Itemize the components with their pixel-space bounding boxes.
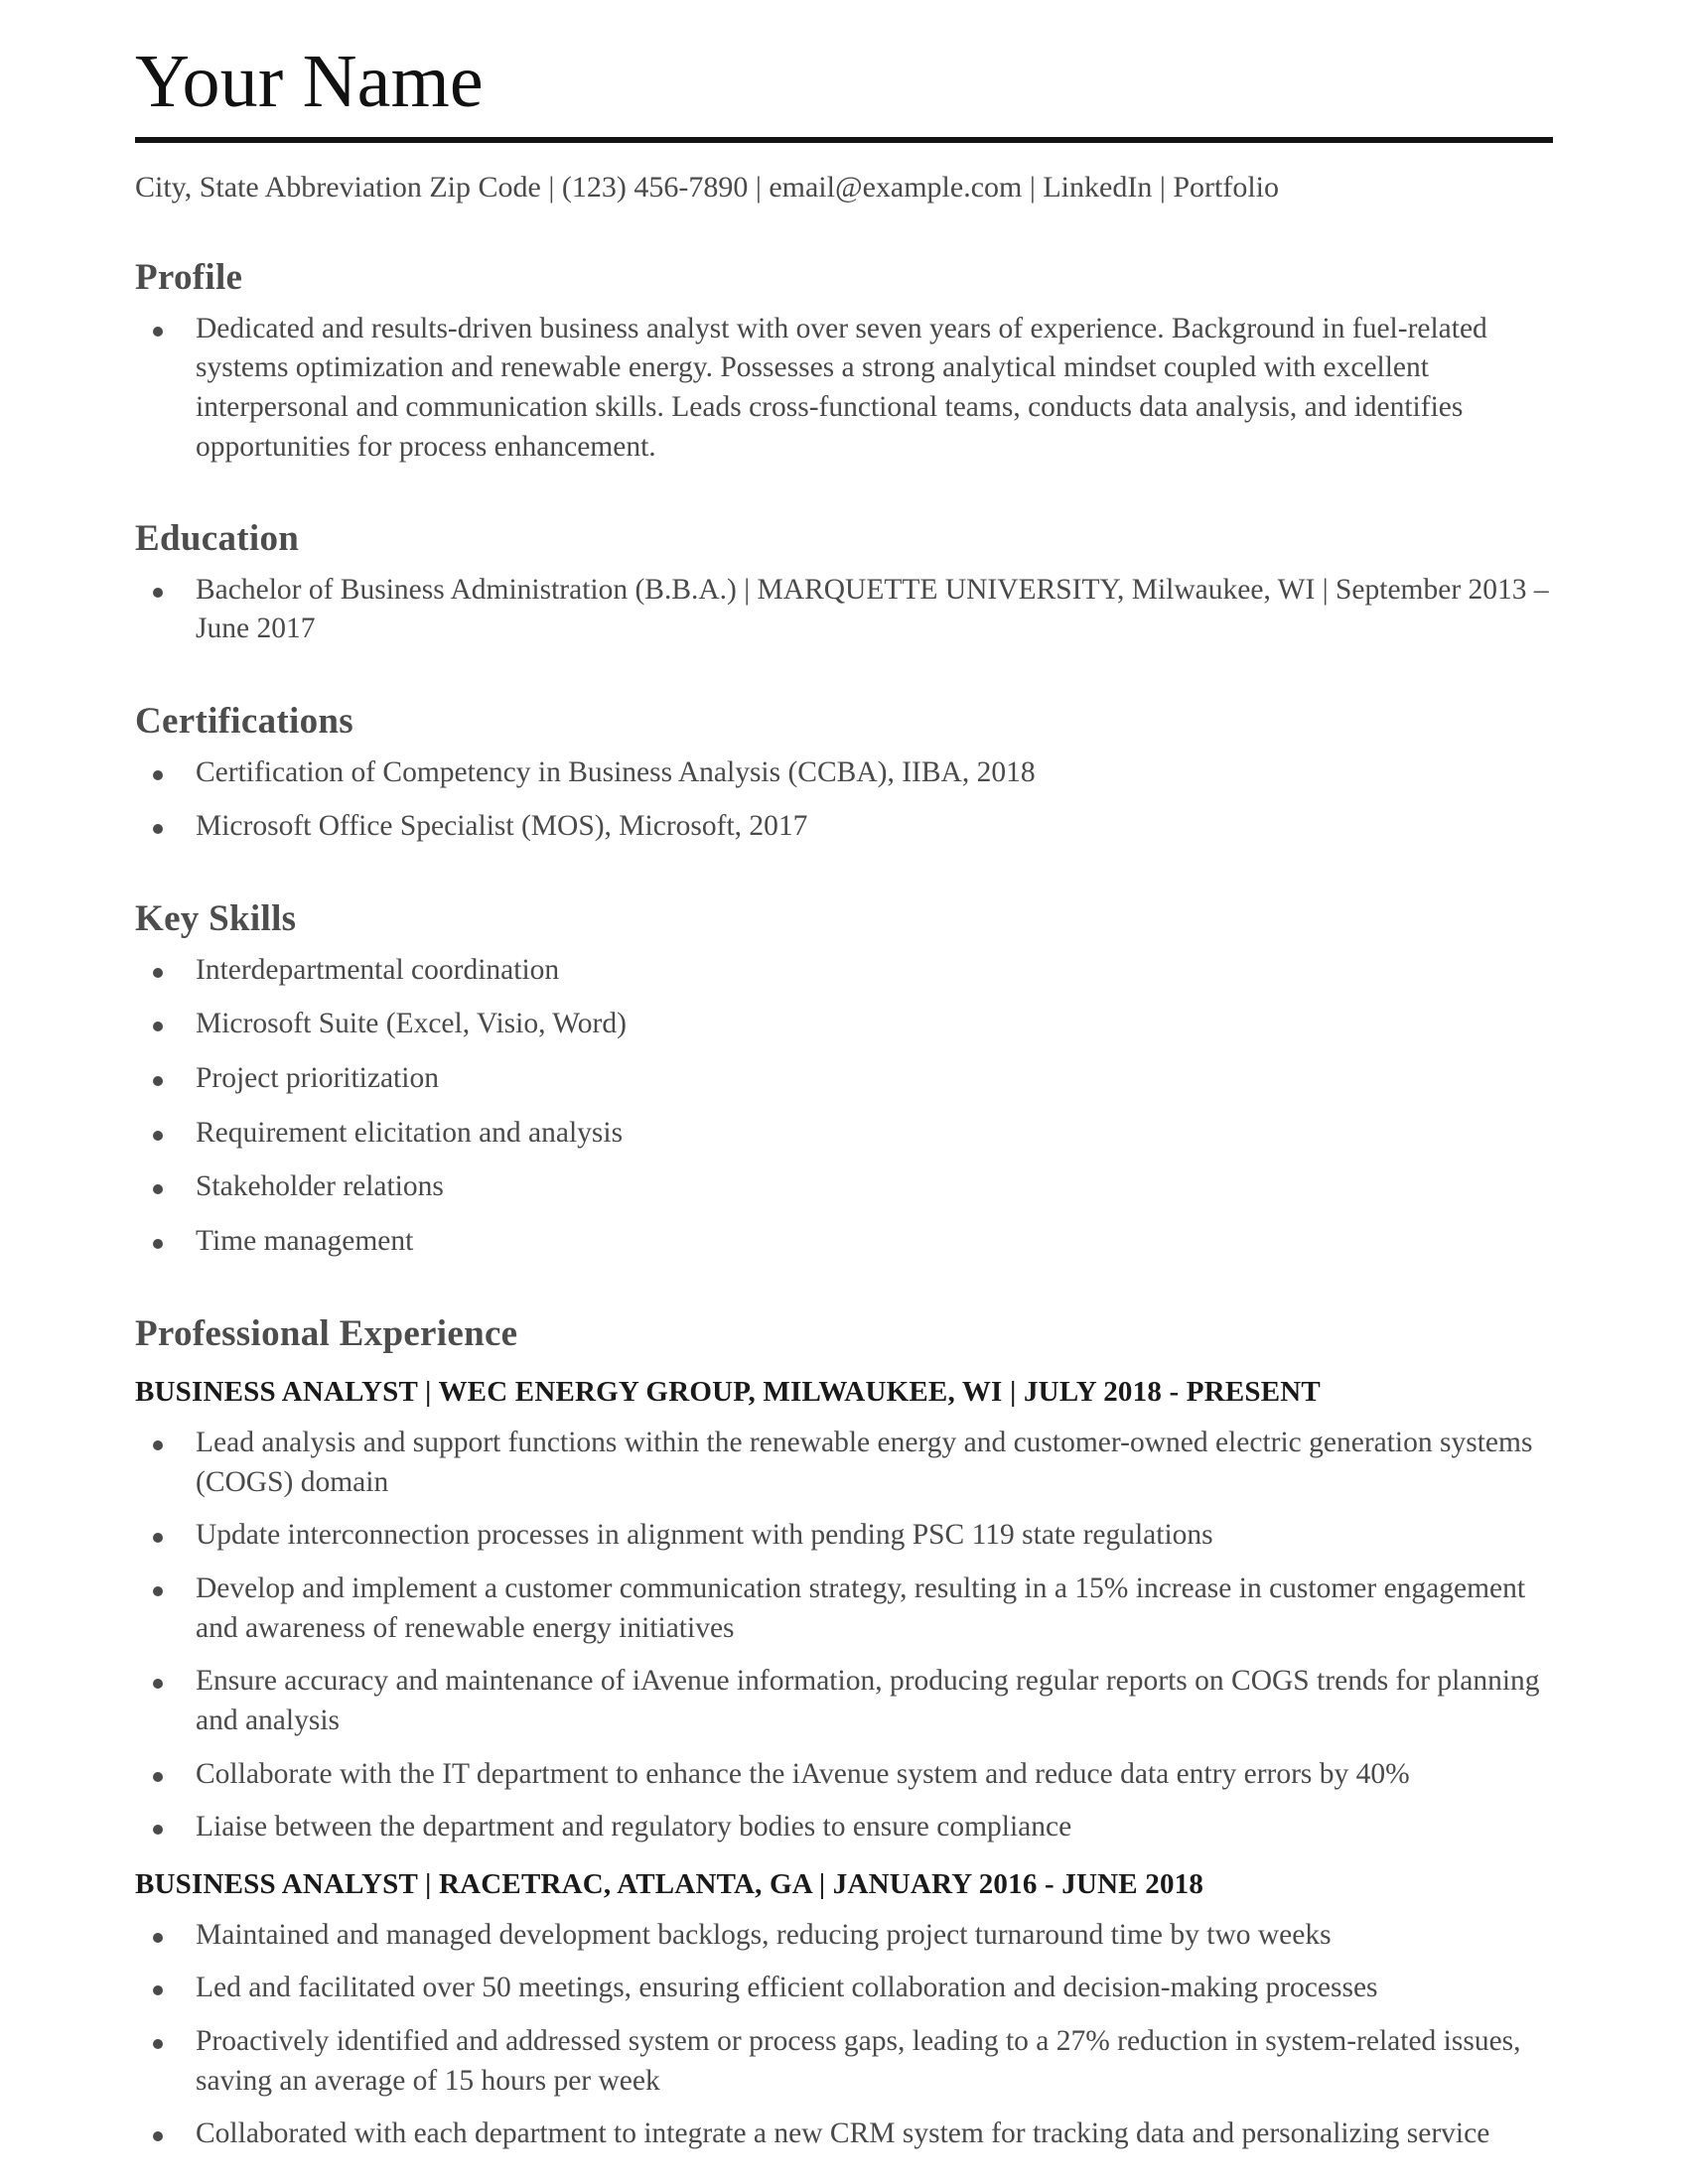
experience-entry — [135, 1375, 1553, 1847]
list-item: Bachelor of Business Administration (B.B.A.) | MARQUETTE UNIVERSITY, Milwaukee, WI | September 2013 – June 2017 — [147, 571, 1553, 649]
list-item: Collaborated with each department to integrate a new CRM system for tracking data and personalizing service — [147, 2115, 1553, 2154]
section-title-profile: Profile — [135, 257, 243, 299]
list-item: Certification of Competency in Business Analysis (CCBA), IIBA, 2018 — [147, 753, 1553, 793]
education-list — [135, 571, 1553, 649]
list-item: Update interconnection processes in alignment with pending PSC 119 state regulations — [147, 1516, 1553, 1556]
section-education — [135, 518, 1553, 649]
list-item: Stakeholder relations — [147, 1167, 1553, 1207]
experience-entry — [135, 1867, 1553, 2154]
list-item: Microsoft Office Specialist (MOS), Microsoft, 2017 — [147, 807, 1553, 847]
list-item: Interdepartmental coordination — [147, 951, 1553, 991]
job-heading: BUSINESS ANALYST | WEC ENERGY GROUP, MILWAUKEE, WI | JULY 2018 - PRESENT — [135, 1376, 1321, 1409]
list-item: Proactively identified and addressed system or process gaps, leading to a 27% reduction in system-related issues, saving an average of 15 hours per week — [147, 2022, 1553, 2101]
list-item: Requirement elicitation and analysis — [147, 1114, 1553, 1154]
list-item: Liaise between the department and regulatory bodies to ensure compliance — [147, 1808, 1553, 1847]
section-title-education: Education — [135, 518, 300, 560]
list-item: Develop and implement a customer communication strategy, resulting in a 15% increase in customer engagement and awareness of renewable energy initiatives — [147, 1570, 1553, 1648]
profile-list — [135, 310, 1553, 468]
section-title-key-skills: Key Skills — [135, 898, 297, 940]
section-key-skills — [135, 898, 1553, 1262]
certifications-list — [135, 753, 1553, 847]
contact-line: City, State Abbreviation Zip Code | (123) 456-7890 | email@example.com | LinkedIn | Portfolio — [135, 170, 1279, 204]
page-title: Your Name — [135, 40, 484, 123]
list-item: Microsoft Suite (Excel, Visio, Word) — [147, 1005, 1553, 1044]
header-divider — [135, 137, 1553, 143]
key-skills-list — [135, 951, 1553, 1262]
list-item: Ensure accuracy and maintenance of iAvenue information, producing regular reports on COGS trends for planning and analysis — [147, 1662, 1553, 1740]
job-bullets — [135, 1424, 1553, 1847]
section-title-certifications: Certifications — [135, 701, 353, 743]
section-professional-experience — [135, 1313, 1553, 2155]
list-item: Led and facilitated over 50 meetings, ensuring efficient collaboration and decision-making processes — [147, 1969, 1553, 2008]
resume-header — [135, 0, 1553, 205]
list-item: Dedicated and results-driven business analyst with over seven years of experience. Background in fuel-related systems optimization and renewable energy. Possesses a strong analytical mindset coupled with excellent interpersonal and communication skills. Leads cross-functional teams, conducts data analysis, and identifies opportunities for process enhancement. — [147, 310, 1553, 468]
list-item: Project prioritization — [147, 1059, 1553, 1099]
list-item: Lead analysis and support functions within the renewable energy and customer-owned electric generation systems (COGS) domain — [147, 1424, 1553, 1502]
list-item: Time management — [147, 1222, 1553, 1262]
job-bullets — [135, 1916, 1553, 2154]
section-title-professional-experience: Professional Experience — [135, 1312, 518, 1354]
section-profile — [135, 257, 1553, 467]
list-item: Maintained and managed development backlogs, reducing project turnaround time by two weeks — [147, 1916, 1553, 1956]
list-item: Collaborate with the IT department to enhance the iAvenue system and reduce data entry errors by 40% — [147, 1755, 1553, 1795]
job-heading: BUSINESS ANALYST | RACETRAC, ATLANTA, GA | JANUARY 2016 - JUNE 2018 — [135, 1868, 1204, 1900]
section-certifications — [135, 701, 1553, 847]
